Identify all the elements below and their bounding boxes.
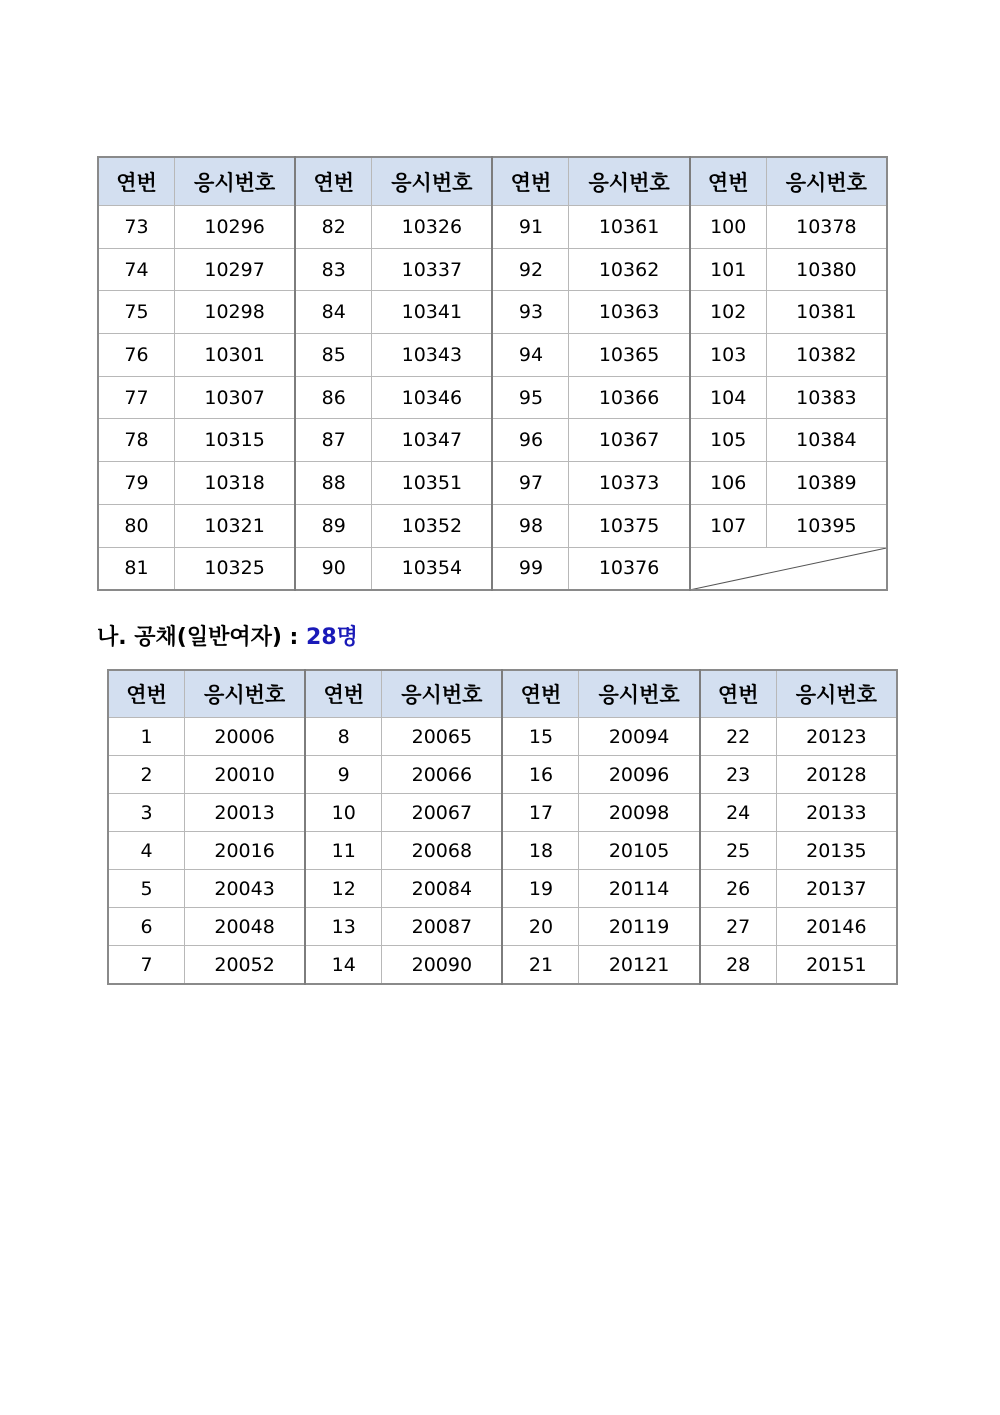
exam-number-cell: 10337	[372, 248, 493, 291]
exam-number-cell: 10354	[372, 547, 493, 590]
exam-number-cell: 10361	[569, 206, 690, 249]
serial-number-cell: 20	[502, 908, 578, 946]
exam-number-cell: 10352	[372, 504, 493, 547]
serial-number-cell: 86	[295, 376, 371, 419]
exam-number-cell: 20084	[382, 870, 503, 908]
serial-number-cell: 90	[295, 547, 371, 590]
column-header: 연번	[305, 670, 381, 718]
serial-number-cell: 21	[502, 946, 578, 985]
serial-number-cell: 99	[492, 547, 568, 590]
candidate-table-2	[107, 669, 898, 985]
serial-number-cell: 2	[108, 756, 184, 794]
serial-number-cell: 94	[492, 334, 568, 377]
exam-number-cell: 20043	[184, 870, 305, 908]
table-row	[98, 206, 887, 249]
serial-number-cell: 10	[305, 794, 381, 832]
serial-number-cell: 75	[98, 291, 174, 334]
exam-number-cell: 10378	[766, 206, 887, 249]
exam-number-cell: 10389	[766, 462, 887, 505]
serial-number-cell: 6	[108, 908, 184, 946]
exam-number-cell: 20010	[184, 756, 305, 794]
column-header: 연번	[492, 157, 568, 206]
exam-number-cell: 10381	[766, 291, 887, 334]
serial-number-cell: 104	[690, 376, 766, 419]
serial-number-cell: 24	[700, 794, 776, 832]
serial-number-cell: 102	[690, 291, 766, 334]
serial-number-cell: 106	[690, 462, 766, 505]
column-header: 응시번호	[184, 670, 305, 718]
exam-number-cell: 10383	[766, 376, 887, 419]
exam-number-cell: 20146	[776, 908, 897, 946]
column-header: 응시번호	[174, 157, 295, 206]
serial-number-cell: 85	[295, 334, 371, 377]
empty-cell	[690, 547, 887, 590]
column-header: 응시번호	[382, 670, 503, 718]
exam-number-cell: 10365	[569, 334, 690, 377]
serial-number-cell: 87	[295, 419, 371, 462]
serial-number-cell: 82	[295, 206, 371, 249]
exam-number-cell: 10376	[569, 547, 690, 590]
exam-number-cell: 20048	[184, 908, 305, 946]
serial-number-cell: 103	[690, 334, 766, 377]
serial-number-cell: 5	[108, 870, 184, 908]
exam-number-cell: 10346	[372, 376, 493, 419]
exam-number-cell: 20121	[579, 946, 700, 985]
serial-number-cell: 77	[98, 376, 174, 419]
column-header: 연번	[98, 157, 174, 206]
exam-number-cell: 20135	[776, 832, 897, 870]
exam-number-cell: 20067	[382, 794, 503, 832]
serial-number-cell: 81	[98, 547, 174, 590]
exam-number-cell: 20123	[776, 718, 897, 756]
exam-number-cell: 20013	[184, 794, 305, 832]
serial-number-cell: 96	[492, 419, 568, 462]
serial-number-cell: 11	[305, 832, 381, 870]
serial-number-cell: 76	[98, 334, 174, 377]
serial-number-cell: 73	[98, 206, 174, 249]
serial-number-cell: 91	[492, 206, 568, 249]
exam-number-cell: 20114	[579, 870, 700, 908]
table-row	[98, 376, 887, 419]
serial-number-cell: 97	[492, 462, 568, 505]
table-row	[108, 794, 897, 832]
serial-number-cell: 22	[700, 718, 776, 756]
table-header-row	[108, 670, 897, 718]
exam-number-cell: 10347	[372, 419, 493, 462]
exam-number-cell: 10315	[174, 419, 295, 462]
exam-number-cell: 10318	[174, 462, 295, 505]
serial-number-cell: 18	[502, 832, 578, 870]
exam-number-cell: 20087	[382, 908, 503, 946]
serial-number-cell: 88	[295, 462, 371, 505]
serial-number-cell: 27	[700, 908, 776, 946]
exam-number-cell: 20098	[579, 794, 700, 832]
exam-number-cell: 20052	[184, 946, 305, 985]
exam-number-cell: 20065	[382, 718, 503, 756]
serial-number-cell: 84	[295, 291, 371, 334]
exam-number-cell: 10366	[569, 376, 690, 419]
exam-number-cell: 10375	[569, 504, 690, 547]
serial-number-cell: 78	[98, 419, 174, 462]
exam-number-cell: 10297	[174, 248, 295, 291]
exam-number-cell: 20006	[184, 718, 305, 756]
serial-number-cell: 80	[98, 504, 174, 547]
serial-number-cell: 74	[98, 248, 174, 291]
serial-number-cell: 98	[492, 504, 568, 547]
table-row	[108, 870, 897, 908]
serial-number-cell: 8	[305, 718, 381, 756]
serial-number-cell: 19	[502, 870, 578, 908]
exam-number-cell: 20096	[579, 756, 700, 794]
exam-number-cell: 20090	[382, 946, 503, 985]
exam-number-cell: 10384	[766, 419, 887, 462]
exam-number-cell: 10296	[174, 206, 295, 249]
serial-number-cell: 93	[492, 291, 568, 334]
serial-number-cell: 105	[690, 419, 766, 462]
exam-number-cell: 10380	[766, 248, 887, 291]
column-header: 응시번호	[372, 157, 493, 206]
table-row	[98, 291, 887, 334]
table-row	[98, 462, 887, 505]
table-row	[98, 419, 887, 462]
exam-number-cell: 10367	[569, 419, 690, 462]
serial-number-cell: 12	[305, 870, 381, 908]
serial-number-cell: 26	[700, 870, 776, 908]
exam-number-cell: 20151	[776, 946, 897, 985]
serial-number-cell: 101	[690, 248, 766, 291]
exam-number-cell: 10341	[372, 291, 493, 334]
exam-number-cell: 10395	[766, 504, 887, 547]
serial-number-cell: 4	[108, 832, 184, 870]
exam-number-cell: 10382	[766, 334, 887, 377]
exam-number-cell: 10321	[174, 504, 295, 547]
column-header: 연번	[690, 157, 766, 206]
serial-number-cell: 17	[502, 794, 578, 832]
serial-number-cell: 107	[690, 504, 766, 547]
exam-number-cell: 10298	[174, 291, 295, 334]
table-row	[108, 832, 897, 870]
section-count: 28명	[306, 625, 358, 650]
column-header: 연번	[700, 670, 776, 718]
table-header-row	[98, 157, 887, 206]
exam-number-cell: 10326	[372, 206, 493, 249]
serial-number-cell: 28	[700, 946, 776, 985]
column-header: 응시번호	[766, 157, 887, 206]
exam-number-cell: 10351	[372, 462, 493, 505]
column-header: 연번	[108, 670, 184, 718]
serial-number-cell: 7	[108, 946, 184, 985]
exam-number-cell: 10363	[569, 291, 690, 334]
exam-number-cell: 20137	[776, 870, 897, 908]
exam-number-cell: 10343	[372, 334, 493, 377]
exam-number-cell: 10301	[174, 334, 295, 377]
exam-number-cell: 20105	[579, 832, 700, 870]
exam-number-cell: 20128	[776, 756, 897, 794]
section-heading	[97, 620, 358, 651]
serial-number-cell: 13	[305, 908, 381, 946]
serial-number-cell: 100	[690, 206, 766, 249]
serial-number-cell: 15	[502, 718, 578, 756]
serial-number-cell: 95	[492, 376, 568, 419]
column-header: 연번	[502, 670, 578, 718]
serial-number-cell: 25	[700, 832, 776, 870]
serial-number-cell: 3	[108, 794, 184, 832]
exam-number-cell: 10325	[174, 547, 295, 590]
serial-number-cell: 92	[492, 248, 568, 291]
serial-number-cell: 79	[98, 462, 174, 505]
table-row	[108, 946, 897, 985]
table-row	[98, 504, 887, 547]
serial-number-cell: 83	[295, 248, 371, 291]
serial-number-cell: 89	[295, 504, 371, 547]
serial-number-cell: 23	[700, 756, 776, 794]
column-header: 응시번호	[579, 670, 700, 718]
serial-number-cell: 1	[108, 718, 184, 756]
column-header: 응시번호	[569, 157, 690, 206]
exam-number-cell: 20066	[382, 756, 503, 794]
exam-number-cell: 10362	[569, 248, 690, 291]
column-header: 응시번호	[776, 670, 897, 718]
section-title: 나. 공채(일반여자) :	[97, 625, 307, 650]
table-row	[98, 334, 887, 377]
table-row	[98, 547, 887, 590]
serial-number-cell: 16	[502, 756, 578, 794]
exam-number-cell: 20119	[579, 908, 700, 946]
exam-number-cell: 20094	[579, 718, 700, 756]
exam-number-cell: 20068	[382, 832, 503, 870]
table-row	[108, 756, 897, 794]
exam-number-cell: 20133	[776, 794, 897, 832]
exam-number-cell: 10373	[569, 462, 690, 505]
table-row	[108, 718, 897, 756]
exam-number-cell: 20016	[184, 832, 305, 870]
table-row	[98, 248, 887, 291]
candidate-table-1	[97, 156, 888, 591]
serial-number-cell: 9	[305, 756, 381, 794]
exam-number-cell: 10307	[174, 376, 295, 419]
serial-number-cell: 14	[305, 946, 381, 985]
table-row	[108, 908, 897, 946]
column-header: 연번	[295, 157, 371, 206]
